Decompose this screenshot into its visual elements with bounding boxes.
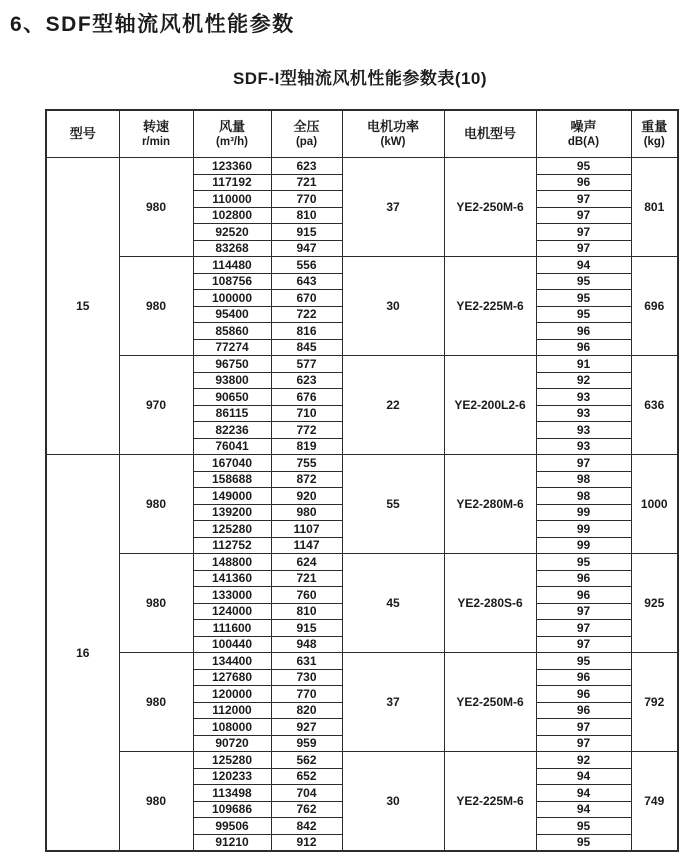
table-row xyxy=(46,158,678,175)
cell-pressure: 631 xyxy=(271,653,342,670)
col-header-motor-model xyxy=(444,110,536,158)
cell-pressure: 1147 xyxy=(271,537,342,554)
cell-weight: 696 xyxy=(631,257,678,356)
cell-noise: 97 xyxy=(536,636,631,653)
table-row xyxy=(46,257,678,274)
header-unit: (pa) xyxy=(295,135,318,148)
cell-noise: 97 xyxy=(536,191,631,208)
cell-noise: 96 xyxy=(536,686,631,703)
cell-motor-model: YE2-225M-6 xyxy=(444,752,536,852)
cell-noise: 94 xyxy=(536,257,631,274)
col-header-model xyxy=(46,110,119,158)
col-header-power xyxy=(342,110,444,158)
cell-pressure: 623 xyxy=(271,372,342,389)
cell-airflow: 91210 xyxy=(193,834,271,851)
cell-noise: 96 xyxy=(536,587,631,604)
cell-noise: 92 xyxy=(536,752,631,769)
cell-airflow: 102800 xyxy=(193,207,271,224)
doc-subtitle: SDF-I型轴流风机性能参数表(10) xyxy=(232,69,488,88)
cell-motor-model: YE2-200L2-6 xyxy=(444,356,536,455)
cell-noise: 91 xyxy=(536,356,631,373)
cell-airflow: 120233 xyxy=(193,768,271,785)
cell-pressure: 770 xyxy=(271,686,342,703)
cell-speed: 980 xyxy=(119,554,193,653)
cell-pressure: 912 xyxy=(271,834,342,851)
cell-pressure: 959 xyxy=(271,735,342,752)
cell-noise: 95 xyxy=(536,818,631,835)
table-body xyxy=(46,158,678,852)
col-header-noise xyxy=(536,110,631,158)
cell-speed: 980 xyxy=(119,455,193,554)
cell-pressure: 948 xyxy=(271,636,342,653)
cell-airflow: 83268 xyxy=(193,240,271,257)
cell-pressure: 770 xyxy=(271,191,342,208)
cell-noise: 96 xyxy=(536,174,631,191)
cell-noise: 95 xyxy=(536,273,631,290)
col-header-airflow xyxy=(193,110,271,158)
cell-power: 30 xyxy=(342,257,444,356)
cell-pressure: 845 xyxy=(271,339,342,356)
cell-pressure: 624 xyxy=(271,554,342,571)
cell-airflow: 112752 xyxy=(193,537,271,554)
cell-noise: 95 xyxy=(536,158,631,175)
cell-airflow: 92520 xyxy=(193,224,271,241)
cell-airflow: 108000 xyxy=(193,719,271,736)
cell-weight: 1000 xyxy=(631,455,678,554)
cell-airflow: 112000 xyxy=(193,702,271,719)
cell-pressure: 762 xyxy=(271,801,342,818)
cell-airflow: 111600 xyxy=(193,620,271,637)
cell-weight: 925 xyxy=(631,554,678,653)
cell-noise: 99 xyxy=(536,504,631,521)
cell-airflow: 100440 xyxy=(193,636,271,653)
col-header-pressure xyxy=(271,110,342,158)
cell-motor-model: YE2-280S-6 xyxy=(444,554,536,653)
table-row xyxy=(46,356,678,373)
cell-pressure: 722 xyxy=(271,306,342,323)
cell-airflow: 95400 xyxy=(193,306,271,323)
doc-title: 6、SDF型轴流风机性能参数 xyxy=(10,13,295,36)
cell-airflow: 86115 xyxy=(193,405,271,422)
cell-noise: 94 xyxy=(536,785,631,802)
cell-power: 37 xyxy=(342,158,444,257)
cell-noise: 95 xyxy=(536,290,631,307)
cell-airflow: 139200 xyxy=(193,504,271,521)
cell-noise: 93 xyxy=(536,405,631,422)
header-label: 噪声 xyxy=(570,118,597,134)
cell-noise: 96 xyxy=(536,570,631,587)
header-unit: r/min xyxy=(141,135,171,148)
cell-noise: 94 xyxy=(536,768,631,785)
cell-noise: 95 xyxy=(536,306,631,323)
cell-power: 22 xyxy=(342,356,444,455)
cell-noise: 93 xyxy=(536,389,631,406)
cell-noise: 96 xyxy=(536,669,631,686)
cell-airflow: 96750 xyxy=(193,356,271,373)
table-row xyxy=(46,554,678,571)
header-unit: dB(A) xyxy=(567,135,600,148)
cell-airflow: 82236 xyxy=(193,422,271,439)
cell-noise: 93 xyxy=(536,422,631,439)
cell-airflow: 127680 xyxy=(193,669,271,686)
header-label: 重量 xyxy=(641,118,668,134)
cell-pressure: 1107 xyxy=(271,521,342,538)
cell-pressure: 652 xyxy=(271,768,342,785)
header-unit: (kg) xyxy=(643,135,665,148)
cell-power: 37 xyxy=(342,653,444,752)
cell-speed: 980 xyxy=(119,158,193,257)
cell-airflow: 125280 xyxy=(193,752,271,769)
cell-pressure: 872 xyxy=(271,471,342,488)
header-label: 全压 xyxy=(293,118,320,134)
cell-airflow: 109686 xyxy=(193,801,271,818)
table-row xyxy=(46,455,678,472)
cell-airflow: 93800 xyxy=(193,372,271,389)
cell-airflow: 149000 xyxy=(193,488,271,505)
cell-airflow: 90650 xyxy=(193,389,271,406)
cell-airflow: 124000 xyxy=(193,603,271,620)
header-label: 转速 xyxy=(142,118,169,134)
header-unit: (m³/h) xyxy=(216,135,248,148)
cell-airflow: 90720 xyxy=(193,735,271,752)
cell-airflow: 113498 xyxy=(193,785,271,802)
cell-airflow: 133000 xyxy=(193,587,271,604)
cell-airflow: 141360 xyxy=(193,570,271,587)
cell-pressure: 562 xyxy=(271,752,342,769)
cell-airflow: 108756 xyxy=(193,273,271,290)
col-header-speed xyxy=(119,110,193,158)
cell-airflow: 77274 xyxy=(193,339,271,356)
cell-airflow: 158688 xyxy=(193,471,271,488)
cell-noise: 99 xyxy=(536,537,631,554)
cell-pressure: 710 xyxy=(271,405,342,422)
cell-pressure: 816 xyxy=(271,323,342,340)
cell-noise: 96 xyxy=(536,339,631,356)
cell-airflow: 110000 xyxy=(193,191,271,208)
cell-model: 16 xyxy=(46,455,119,852)
cell-noise: 96 xyxy=(536,702,631,719)
cell-noise: 97 xyxy=(536,207,631,224)
cell-pressure: 810 xyxy=(271,207,342,224)
cell-pressure: 980 xyxy=(271,504,342,521)
col-header-weight xyxy=(631,110,678,158)
header-label: 电机功率 xyxy=(366,118,419,134)
cell-airflow: 125280 xyxy=(193,521,271,538)
cell-motor-model: YE2-225M-6 xyxy=(444,257,536,356)
cell-motor-model: YE2-250M-6 xyxy=(444,653,536,752)
cell-pressure: 915 xyxy=(271,620,342,637)
cell-noise: 99 xyxy=(536,521,631,538)
cell-motor-model: YE2-280M-6 xyxy=(444,455,536,554)
header-label: 电机型号 xyxy=(463,125,516,141)
cell-pressure: 819 xyxy=(271,438,342,455)
cell-airflow: 114480 xyxy=(193,257,271,274)
header-label: 风量 xyxy=(218,118,245,134)
cell-noise: 95 xyxy=(536,554,631,571)
cell-noise: 94 xyxy=(536,801,631,818)
cell-airflow: 100000 xyxy=(193,290,271,307)
cell-noise: 97 xyxy=(536,224,631,241)
cell-power: 45 xyxy=(342,554,444,653)
header-unit: (kW) xyxy=(380,135,406,148)
cell-noise: 93 xyxy=(536,438,631,455)
cell-noise: 92 xyxy=(536,372,631,389)
performance-table xyxy=(45,109,679,852)
cell-noise: 97 xyxy=(536,603,631,620)
cell-airflow: 120000 xyxy=(193,686,271,703)
cell-noise: 95 xyxy=(536,653,631,670)
cell-power: 30 xyxy=(342,752,444,852)
table-header-row xyxy=(46,110,678,158)
cell-pressure: 810 xyxy=(271,603,342,620)
cell-noise: 98 xyxy=(536,488,631,505)
cell-pressure: 927 xyxy=(271,719,342,736)
cell-airflow: 99506 xyxy=(193,818,271,835)
cell-speed: 980 xyxy=(119,653,193,752)
cell-pressure: 704 xyxy=(271,785,342,802)
cell-speed: 980 xyxy=(119,257,193,356)
page xyxy=(0,8,700,863)
cell-motor-model: YE2-250M-6 xyxy=(444,158,536,257)
cell-airflow: 76041 xyxy=(193,438,271,455)
cell-airflow: 148800 xyxy=(193,554,271,571)
cell-pressure: 730 xyxy=(271,669,342,686)
cell-pressure: 643 xyxy=(271,273,342,290)
cell-noise: 97 xyxy=(536,735,631,752)
cell-noise: 97 xyxy=(536,620,631,637)
cell-weight: 636 xyxy=(631,356,678,455)
cell-pressure: 670 xyxy=(271,290,342,307)
cell-pressure: 947 xyxy=(271,240,342,257)
cell-pressure: 623 xyxy=(271,158,342,175)
cell-model: 15 xyxy=(46,158,119,455)
table-row xyxy=(46,752,678,769)
header-label: 型号 xyxy=(69,125,96,141)
cell-airflow: 117192 xyxy=(193,174,271,191)
cell-airflow: 134400 xyxy=(193,653,271,670)
cell-noise: 95 xyxy=(536,834,631,851)
cell-airflow: 167040 xyxy=(193,455,271,472)
cell-pressure: 721 xyxy=(271,174,342,191)
cell-speed: 980 xyxy=(119,752,193,852)
cell-pressure: 755 xyxy=(271,455,342,472)
cell-noise: 97 xyxy=(536,455,631,472)
table-row xyxy=(46,653,678,670)
cell-pressure: 556 xyxy=(271,257,342,274)
cell-noise: 96 xyxy=(536,323,631,340)
cell-pressure: 577 xyxy=(271,356,342,373)
cell-weight: 792 xyxy=(631,653,678,752)
cell-weight: 749 xyxy=(631,752,678,852)
cell-pressure: 820 xyxy=(271,702,342,719)
cell-speed: 970 xyxy=(119,356,193,455)
cell-pressure: 915 xyxy=(271,224,342,241)
cell-airflow: 123360 xyxy=(193,158,271,175)
cell-pressure: 920 xyxy=(271,488,342,505)
cell-noise: 97 xyxy=(536,240,631,257)
cell-pressure: 772 xyxy=(271,422,342,439)
cell-power: 55 xyxy=(342,455,444,554)
cell-weight: 801 xyxy=(631,158,678,257)
cell-noise: 98 xyxy=(536,471,631,488)
cell-pressure: 676 xyxy=(271,389,342,406)
cell-airflow: 85860 xyxy=(193,323,271,340)
cell-pressure: 760 xyxy=(271,587,342,604)
cell-pressure: 721 xyxy=(271,570,342,587)
cell-noise: 97 xyxy=(536,719,631,736)
cell-pressure: 842 xyxy=(271,818,342,835)
